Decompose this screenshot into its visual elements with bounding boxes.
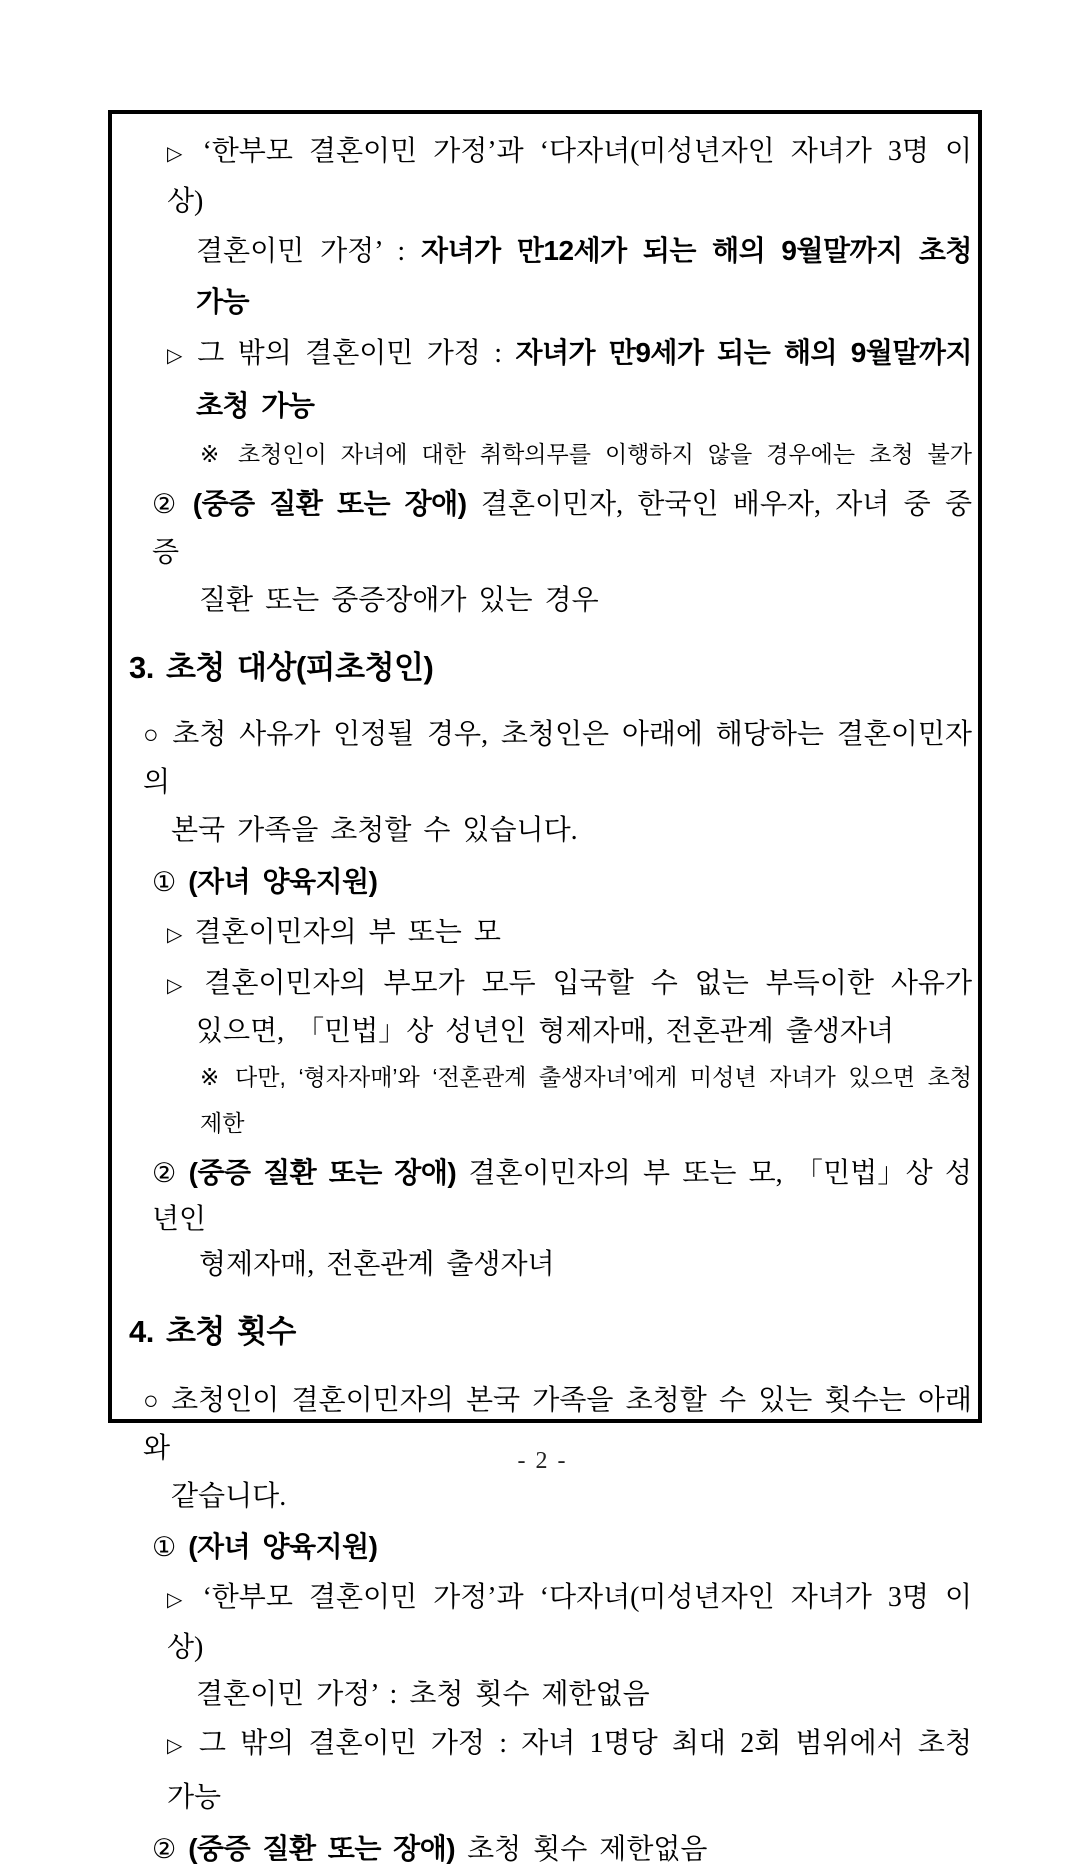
item-text: 초청 사유가 인정될 경우, 초청인은 아래에 해당하는 결혼이민자의 bbox=[143, 719, 972, 798]
bullet-text-bold: 자녀가 만9세가 되는 해의 9월말까지 bbox=[515, 337, 973, 368]
bullet-text: 있으면, 「민법」상 성년인 형제자매, 전혼관계 출생자녀 bbox=[196, 1016, 895, 1047]
circle-item bbox=[116, 711, 972, 807]
item-text: 같습니다. bbox=[171, 1481, 287, 1512]
item-text: 결혼이민자의 부 또는 모, 「민법」상 성년인 bbox=[152, 1158, 972, 1235]
note-text: 초청인이 자녀에 대한 취학의무를 이행하지 않을 경우에는 초청 불가 bbox=[237, 441, 972, 467]
bullet-text: 결혼이민 가정’ : bbox=[196, 236, 422, 267]
reference-note bbox=[116, 1054, 972, 1146]
circled-2-icon: ② bbox=[152, 1834, 177, 1864]
item-head-bold: (중증 질환 또는 장애) bbox=[188, 1833, 456, 1864]
bullet-text-bold: 자녀가 만12세가 되는 해의 9월말까지 초청 가능 bbox=[196, 235, 972, 317]
reference-mark-icon: ※ bbox=[200, 441, 224, 467]
triangle-bullet-icon: ▷ bbox=[167, 143, 187, 165]
bullet-item bbox=[116, 908, 972, 960]
circled-1-icon: ① bbox=[152, 867, 177, 897]
item-text: 형제자매, 전혼관계 출생자녀 bbox=[199, 1249, 555, 1280]
bullet-item-cont bbox=[116, 1672, 972, 1718]
bullet-item bbox=[116, 960, 972, 1010]
bullet-text: 결혼이민자의 부모가 모두 입국할 수 없는 부득이한 사유가 bbox=[204, 968, 973, 999]
numbered-item-cont bbox=[116, 1243, 972, 1287]
bullet-item-cont bbox=[116, 226, 972, 328]
bullet-item bbox=[116, 1718, 972, 1824]
item-text: 초청인이 결혼이민자의 본국 가족을 초청할 수 있는 횟수는 아래와 bbox=[143, 1385, 972, 1464]
circle-item-cont bbox=[116, 807, 972, 855]
item-head-bold: (자녀 양육지원) bbox=[188, 1531, 378, 1562]
item-head-bold: (중증 질환 또는 장애) bbox=[192, 488, 467, 519]
bullet-text: ‘한부모 결혼이민 가정’과 ‘다자녀(미성년자인 자녀가 3명 이상) bbox=[167, 1582, 972, 1663]
bullet-item bbox=[116, 328, 972, 381]
bullet-item bbox=[116, 128, 972, 226]
bullet-text: 그 밖의 결혼이민 가정 : bbox=[197, 338, 516, 369]
triangle-bullet-icon: ▷ bbox=[167, 924, 183, 946]
item-text: 본국 가족을 초청할 수 있습니다. bbox=[171, 815, 578, 846]
circled-2-icon: ② bbox=[152, 1158, 177, 1188]
numbered-item bbox=[116, 480, 972, 577]
circled-2-icon: ② bbox=[152, 489, 179, 519]
numbered-item bbox=[116, 1824, 972, 1875]
content-border-box bbox=[108, 110, 982, 1865]
circle-bullet-icon: ○ bbox=[143, 720, 160, 749]
section-heading-4: 4. 초청 횟수 bbox=[129, 1314, 296, 1349]
reference-mark-icon: ※ bbox=[200, 1064, 223, 1090]
triangle-bullet-icon: ▷ bbox=[167, 1735, 185, 1757]
reference-note bbox=[116, 432, 972, 476]
numbered-item bbox=[116, 857, 972, 908]
numbered-item-cont bbox=[116, 577, 972, 625]
bullet-item-cont bbox=[116, 1010, 972, 1054]
circle-item-cont bbox=[116, 1473, 972, 1521]
section-heading-3: 3. 초청 대상(피초청인) bbox=[129, 650, 434, 685]
note-text: 다만, ‘형자자매’와 ‘전혼관계 출생자녀’에게 미성년 자녀가 있으면 초청 제한 bbox=[200, 1064, 972, 1136]
bullet-text: 결혼이민자의 부 또는 모 bbox=[194, 917, 501, 948]
page-number: - 2 - bbox=[517, 1448, 568, 1474]
bullet-text-bold: 초청 가능 bbox=[196, 390, 315, 421]
bullet-text: ‘한부모 결혼이민 가정’과 ‘다자녀(미성년자인 자녀가 3명 이상) bbox=[167, 136, 972, 217]
item-text: 초청 횟수 제한없음 bbox=[467, 1834, 708, 1865]
triangle-bullet-icon: ▷ bbox=[167, 1589, 187, 1611]
numbered-item bbox=[116, 1150, 972, 1243]
item-head-bold: (중증 질환 또는 장애) bbox=[188, 1157, 457, 1188]
item-text: 질환 또는 중증장애가 있는 경우 bbox=[199, 585, 599, 616]
bullet-text: 결혼이민 가정’ : 초청 횟수 제한없음 bbox=[196, 1679, 650, 1710]
circle-bullet-icon: ○ bbox=[143, 1386, 159, 1415]
circled-1-icon: ① bbox=[152, 1532, 177, 1562]
item-text: 결혼이민자, 한국인 배우자, 자녀 중 중증 bbox=[152, 489, 973, 568]
triangle-bullet-icon: ▷ bbox=[167, 345, 184, 367]
bullet-text: 그 밖의 결혼이민 가정 : 자녀 1명당 최대 2회 범위에서 초청 가능 bbox=[167, 1728, 973, 1813]
bullet-item bbox=[116, 1574, 972, 1672]
numbered-item bbox=[116, 1521, 972, 1574]
item-head-bold: (자녀 양육지원) bbox=[188, 866, 378, 897]
bullet-item-cont bbox=[116, 381, 972, 432]
triangle-bullet-icon: ▷ bbox=[167, 975, 188, 997]
